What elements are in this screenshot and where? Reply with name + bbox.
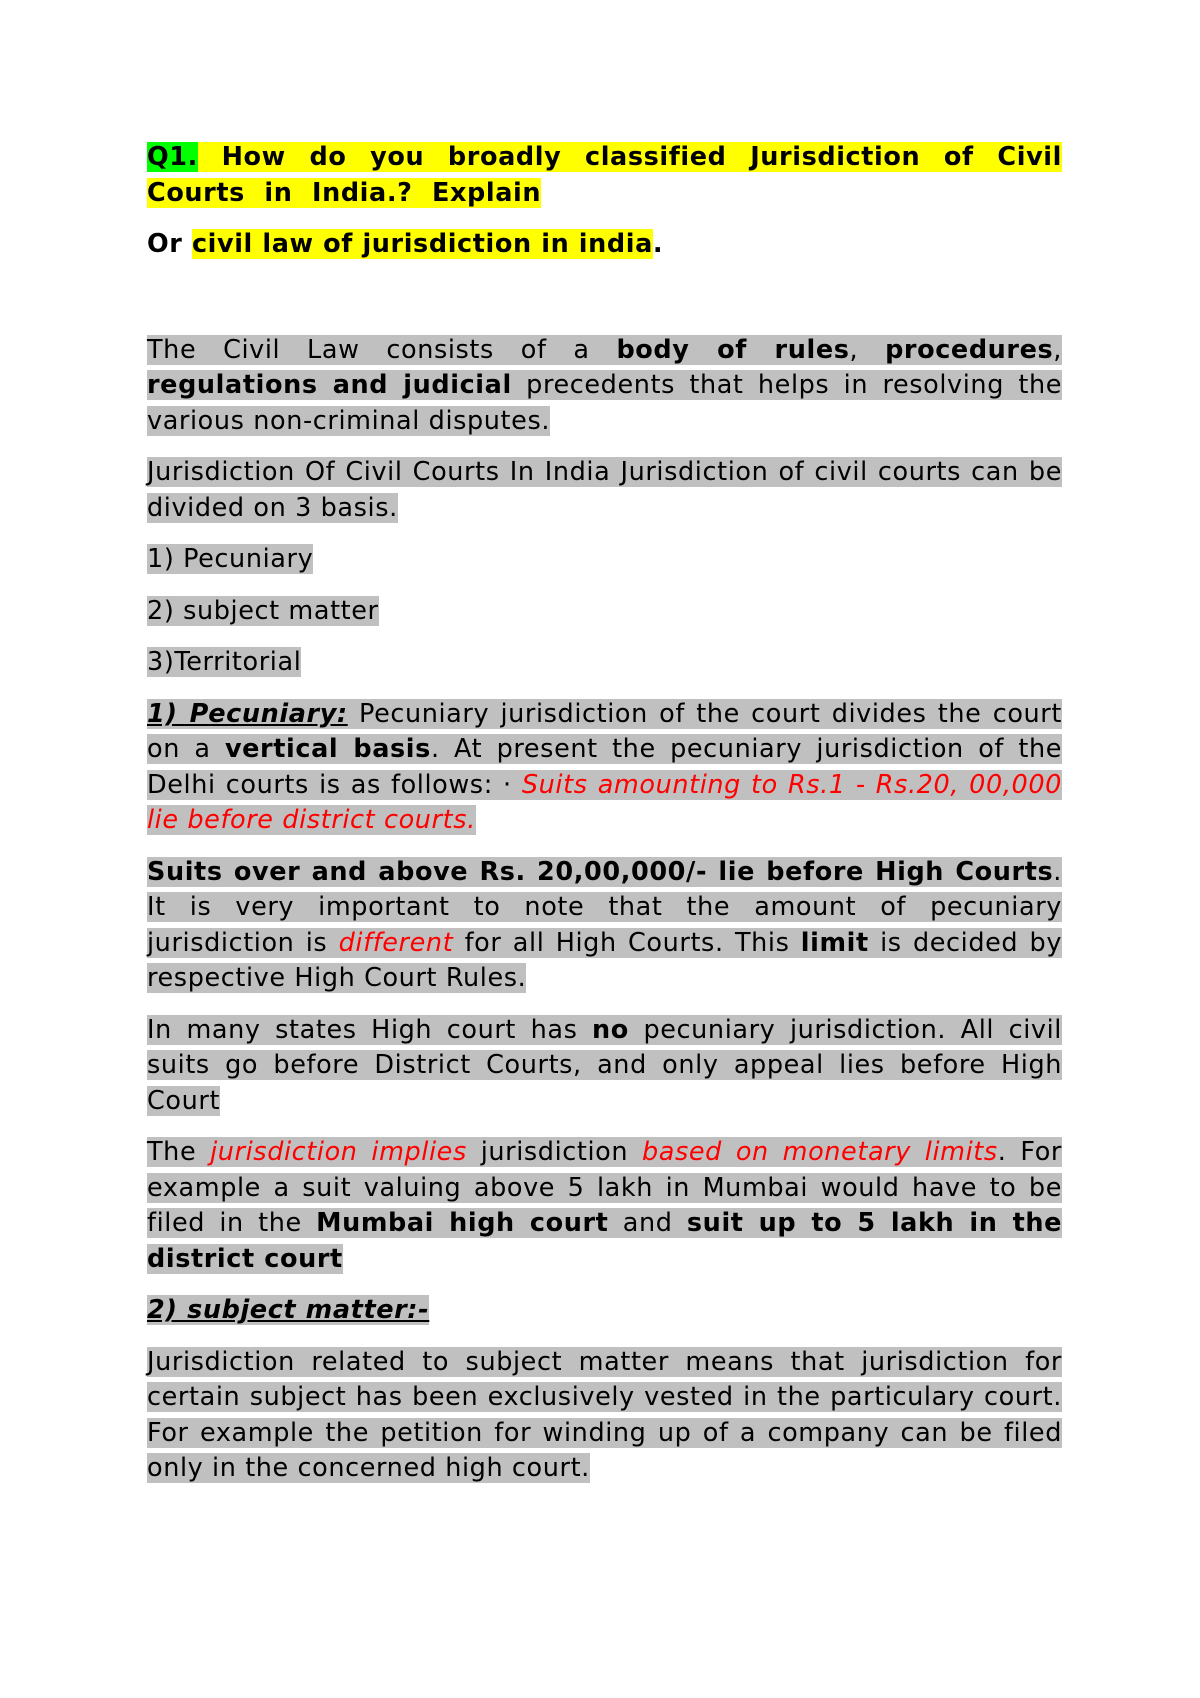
intro-text: , <box>849 334 886 365</box>
pecuniary-text: . At present the pecuniary jurisdiction of the Delhi courts is as follows: · <box>147 734 1062 800</box>
document-page <box>147 140 1062 1503</box>
monetary-paragraph <box>147 1135 1062 1277</box>
basis-paragraph <box>147 455 1062 526</box>
pecuniary-heading: 1) Pecuniary: <box>147 698 348 729</box>
intro-bold: regulations and judicial <box>147 370 512 400</box>
monetary-red-text: jurisdiction implies <box>210 1137 467 1167</box>
question-number: Q1. <box>147 142 198 172</box>
list-item-pecuniary: 1) Pecuniary <box>147 544 314 574</box>
monetary-text: The <box>147 1137 211 1167</box>
subject-matter-heading: 2) subject matter:- <box>147 1295 430 1325</box>
high-court-bold: limit <box>800 927 869 958</box>
or-prefix: Or <box>147 229 192 259</box>
subject-matter-heading-paragraph <box>147 1293 1062 1329</box>
monetary-bold: Mumbai high court <box>316 1208 609 1238</box>
high-court-bold: Suits over and above Rs. 20,00,000/- lie before High Courts <box>147 856 1054 887</box>
question-text: How do you broadly classified Jurisdiction of Civil Courts in India.? Explain <box>147 142 1062 208</box>
or-text: civil law of jurisdiction in india <box>191 229 653 259</box>
intro-paragraph <box>147 333 1062 440</box>
states-text: In many states High court has <box>147 1014 593 1045</box>
monetary-red-text: based on monetary limits <box>642 1137 998 1167</box>
pecuniary-text: Pecuniary jurisdiction of the court divides the court on a <box>147 698 1062 764</box>
high-court-paragraph <box>147 855 1062 997</box>
states-paragraph <box>147 1013 1062 1120</box>
subject-matter-text: Jurisdiction related to subject matter means that jurisdiction for certain subject has been exclusively vested in the particulary court. For example the petition for winding up of a company can be filed only in the concerned high court. <box>147 1346 1062 1483</box>
intro-bold: procedures <box>885 334 1054 365</box>
list-item-subject-matter: 2) subject matter <box>147 595 379 626</box>
alternate-question <box>147 227 1062 263</box>
monetary-text: and <box>608 1208 687 1238</box>
monetary-text: jurisdiction <box>466 1137 642 1167</box>
states-text: pecuniary jurisdiction. All civil suits go before District Courts, and only appeal lies before High Court <box>147 1014 1062 1116</box>
intro-text: precedents that helps in resolving the various non-criminal disputes. <box>147 370 1062 436</box>
pecuniary-red-text: Suits amounting to Rs.1 - Rs.20, 00,000 lie before district courts. <box>147 769 1062 835</box>
pecuniary-paragraph <box>147 697 1062 839</box>
states-bold: no <box>592 1014 629 1045</box>
high-court-text: is decided by respective High Court Rules. <box>147 927 1063 993</box>
list-item-territorial: 3)Territorial <box>147 647 302 677</box>
high-court-red-text: different <box>338 927 454 958</box>
subject-matter-paragraph <box>147 1345 1062 1487</box>
basis-text: Jurisdiction Of Civil Courts In India Jurisdiction of civil courts can be divided on 3 basis. <box>147 457 1062 523</box>
monetary-bold: suit up to 5 lakh in the district court <box>147 1208 1063 1274</box>
pecuniary-bold: vertical basis <box>224 734 431 764</box>
intro-text: , <box>1053 334 1062 365</box>
intro-text: The Civil Law consists of a <box>147 334 617 365</box>
high-court-text: for all High Courts. This <box>453 927 801 958</box>
or-suffix: . <box>652 229 664 259</box>
question-heading <box>147 140 1062 211</box>
intro-bold: body of rules <box>616 334 850 365</box>
monetary-text: . For example a suit valuing above 5 lakh in Mumbai would have to be filed in the <box>147 1137 1062 1238</box>
high-court-text: . It is very important to note that the amount of pecuniary jurisdiction is <box>147 856 1062 958</box>
